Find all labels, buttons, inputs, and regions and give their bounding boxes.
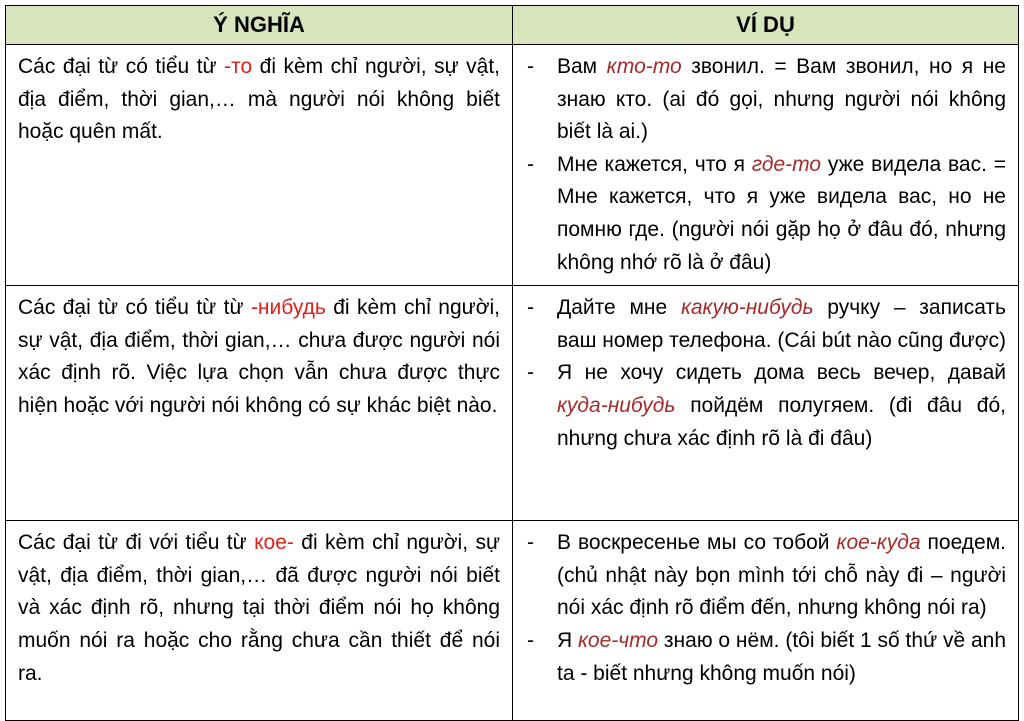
meaning-cell <box>6 286 513 521</box>
meaning-text: đi kèm chỉ người, sự vật, địa điểm, thời gian,… chưa được người nói xác định rõ. Việc lựa chọn vẫn chưa được thực hiện hoặc với người nói không có sự khác biệt nào. <box>18 296 500 417</box>
example-list <box>521 51 1006 279</box>
example-highlight: куда-нибудь <box>557 393 676 417</box>
dash-bullet: - <box>527 361 534 385</box>
example-text: Я <box>557 628 579 652</box>
dash-bullet: - <box>527 55 534 78</box>
header-meaning: Ý NGHĨA <box>6 6 513 45</box>
example-text: ручку – записать ваш номер телефона. (Cái bút nào cũng được) <box>557 296 1006 352</box>
example-text: поедем. (chủ nhật này bọn mình tới chỗ này đi – người nói xác định rõ điểm đến, nhưng không nói ra) <box>557 531 1006 620</box>
particle-highlight: кое- <box>254 531 294 555</box>
meaning-text: Các đại từ có tiểu từ <box>18 55 225 78</box>
example-text: Мне кажется, что я <box>557 152 752 176</box>
particle-highlight: -то <box>224 55 253 78</box>
dash-bullet: - <box>527 296 534 320</box>
table-row <box>6 45 1019 286</box>
list-item <box>521 51 1006 149</box>
meaning-text: Các đại từ đi với tiểu từ <box>18 531 255 555</box>
dash-bullet: - <box>527 628 534 652</box>
examples-cell <box>513 45 1019 286</box>
header-example: VÍ DỤ <box>513 6 1019 45</box>
example-text: Вам <box>557 55 607 78</box>
example-text: знаю о нём. (tôi biết 1 số thứ về anh ta - biết nhưng không muốn nói) <box>557 628 1007 685</box>
table-row <box>6 521 1019 721</box>
example-highlight: какую-нибудь <box>680 296 814 320</box>
header-row <box>6 6 1019 45</box>
examples-cell <box>513 521 1019 721</box>
meaning-text: Các đại từ có tiểu từ từ <box>18 296 251 320</box>
example-text: В воскресенье мы со тобой <box>557 531 837 555</box>
meaning-text: đi kèm chỉ người, sự vật, địa điểm, thời gian,… mà người nói không biết hoặc quên mất. <box>18 55 501 144</box>
meaning-cell <box>6 521 513 721</box>
example-text: пойдём полугяем. (đi đâu đó, nhưng chưa xác định rõ là đi đâu) <box>557 393 1006 450</box>
example-text: Я не хочу сидеть дома весь вечер, давай <box>557 361 1006 385</box>
meaning-text: đi kèm chỉ người, sự vật, địa điểm, thời gian,… đã được người nói biết và xác định rõ, nhưng tại thời điểm nói họ không muốn nói ra hoặc cho rằng chưa cần thiết để nói ra. <box>18 531 501 685</box>
example-text: Дайте мне <box>557 296 681 320</box>
example-text: уже видела вас. = Мне кажется, что я уже видела вас, но не помню где. (người nói gặp họ ở đâu đó, nhưng không nhớ rõ là ở đâu) <box>557 152 1006 274</box>
list-item <box>521 625 1006 690</box>
example-highlight: кое-куда <box>836 531 921 555</box>
list-item <box>521 292 1006 357</box>
meaning-cell <box>6 45 513 286</box>
example-list <box>521 292 1006 455</box>
dash-bullet: - <box>527 152 534 176</box>
table-row <box>6 286 1019 521</box>
grammar-table <box>5 5 1019 721</box>
example-highlight: где-то <box>751 152 822 176</box>
list-item <box>521 357 1006 455</box>
example-highlight: кто-то <box>606 55 682 78</box>
example-highlight: кое-что <box>578 628 659 652</box>
particle-highlight: -нибудь <box>250 296 326 320</box>
dash-bullet: - <box>527 531 534 555</box>
list-item <box>521 527 1006 625</box>
examples-cell <box>513 286 1019 521</box>
example-text: звонил. = Вам звонил, но я не знаю кто. (ai đó gọi, nhưng người nói không biết là ai.) <box>557 55 1006 144</box>
example-list <box>521 527 1006 690</box>
list-item <box>521 149 1006 279</box>
